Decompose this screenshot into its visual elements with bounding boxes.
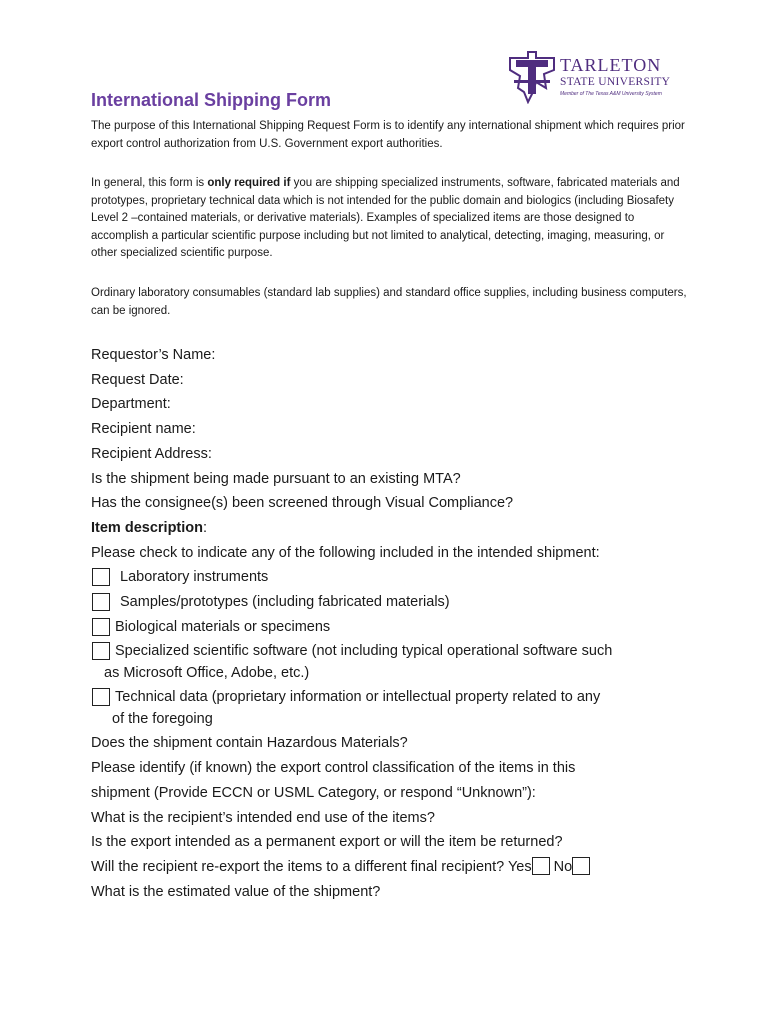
biological-label: Biological materials or specimens	[115, 618, 331, 635]
logo-member-text: Member of The Texas A&M University System	[560, 91, 662, 97]
intro-paragraph-scope	[91, 175, 691, 263]
tarleton-t-star-icon	[506, 50, 558, 104]
recipient-address-field[interactable]: Recipient Address:	[91, 445, 212, 462]
reexport-no-label: No	[549, 858, 573, 875]
form-fields	[91, 343, 691, 904]
reexport-no-checkbox[interactable]	[572, 857, 590, 875]
request-date-field[interactable]: Request Date:	[91, 371, 184, 388]
item-description-colon: :	[203, 519, 208, 536]
software-checkbox[interactable]	[92, 642, 110, 660]
page-title: International Shipping Form	[91, 90, 331, 110]
lab-instruments-checkbox[interactable]	[92, 568, 110, 586]
software-label-line2: as Microsoft Office, Adobe, etc.)	[104, 665, 310, 682]
scope-text-before: In general, this form is	[91, 177, 208, 189]
permanent-export-question[interactable]: Is the export intended as a permanent export or will the item be returned?	[91, 834, 563, 851]
end-use-question[interactable]: What is the recipient’s intended end use of the items?	[91, 809, 435, 826]
checkbox-row-technical	[91, 685, 691, 731]
checkbox-row-lab	[91, 565, 691, 590]
samples-checkbox[interactable]	[92, 593, 110, 611]
technical-data-checkbox[interactable]	[92, 688, 110, 706]
reexport-question	[91, 855, 691, 880]
item-description-heading	[91, 516, 691, 541]
reexport-text: Will the recipient re-export the items to a different final recipient? Yes	[91, 858, 532, 875]
biological-checkbox[interactable]	[92, 618, 110, 636]
eccn-question-line1: Please identify (if known) the export control classification of the items in this	[91, 760, 576, 777]
logo-name: TARLETON	[560, 55, 662, 75]
estimated-value-question[interactable]: What is the estimated value of the shipment?	[91, 883, 381, 900]
checkbox-row-bio	[91, 615, 691, 640]
screened-question[interactable]: Has the consignee(s) been screened through Visual Compliance?	[91, 495, 514, 512]
intro-paragraph-ignored: Ordinary laboratory consumables (standard lab supplies) and standard office supplies, including business computers, can be ignored.	[91, 287, 687, 317]
requestor-name-field[interactable]: Requestor’s Name:	[91, 347, 216, 363]
mta-question[interactable]: Is the shipment being made pursuant to an existing MTA?	[91, 470, 461, 487]
intro-paragraph-purpose: The purpose of this International Shipping Request Form is to identify any international shipment which requires prior export control authorization from U.S. Government export authorities.	[91, 120, 685, 150]
item-description-label: Item description	[91, 519, 203, 536]
logo-university: STATE UNIVERSITY	[560, 76, 671, 88]
department-field[interactable]: Department:	[91, 396, 171, 413]
hazardous-question[interactable]: Does the shipment contain Hazardous Materials?	[91, 735, 408, 752]
technical-label-line1: Technical data (proprietary information or intellectual property related to any	[115, 689, 601, 706]
checkbox-row-software	[91, 639, 691, 685]
university-logo	[506, 50, 676, 104]
software-label-line1: Specialized scientific software (not including typical operational software such	[115, 643, 613, 660]
recipient-name-field[interactable]: Recipient name:	[91, 421, 196, 438]
checkbox-row-samples	[91, 590, 691, 615]
lab-instruments-label: Laboratory instruments	[120, 569, 269, 586]
scope-text-after: you are shipping specialized instruments, software, fabricated materials and prototypes, proprietary technical data which is not intended for the public domain and biologics (including Biosafety Level 2 –contained materials, or derivative materials). Examples of specialized items are those designed to accomplish a particular scientific purpose including but not limited to analytical, detecting, imaging, measuring, or other specialized scientific purpose.	[91, 177, 680, 259]
scope-text-bold: only required if	[207, 177, 291, 189]
reexport-yes-checkbox[interactable]	[532, 857, 550, 875]
technical-label-line2: of the foregoing	[112, 711, 213, 728]
samples-label: Samples/prototypes (including fabricated materials)	[120, 594, 450, 611]
eccn-question-line2[interactable]: shipment (Provide ECCN or USML Category, or respond “Unknown”):	[91, 784, 536, 801]
check-prompt: Please check to indicate any of the following included in the intended shipment:	[91, 544, 600, 561]
